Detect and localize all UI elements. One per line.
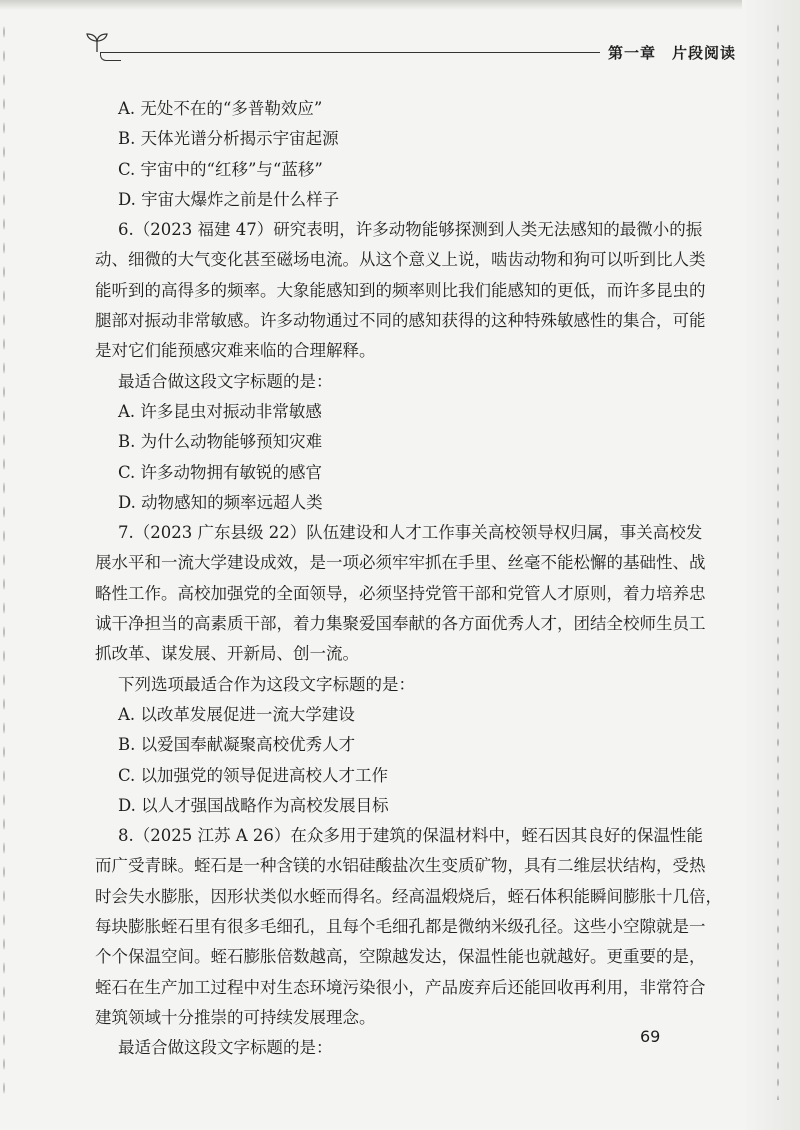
q8-text-line: 8.（2025 江苏 A 26）在众多用于建筑的保温材料中，蛭石因其良好的保温性能 xyxy=(118,826,703,846)
header-rule xyxy=(100,52,600,53)
scan-shadow-right xyxy=(742,0,800,1130)
q7-text-line: 诚干净担当的高素质干部，着力集聚爱国奉献的各方面优秀人才，团结全校师生员工 xyxy=(95,614,706,634)
q7-text-line: 略性工作。高校加强党的全面领导，必须坚持党管干部和党管人才原则，着力培养忠 xyxy=(95,583,706,603)
q6-text-line: 能听到的高得多的频率。大象能感知到的频率则比我们能感知的更低，而许多昆虫的 xyxy=(95,280,706,300)
q7-text-line: 抓改革、谋发展、开新局、创一流。 xyxy=(95,644,359,664)
q7-option-d: D. 以人才强国战略作为高校发展目标 xyxy=(118,795,389,815)
q5-option-c: C. 宇宙中的“红移”与“蓝移” xyxy=(118,159,323,179)
scan-shadow-top xyxy=(0,0,800,10)
q6-text-line: 腿部对振动非常敏感。许多动物通过不同的感知获得的这种特殊敏感性的集合，可能 xyxy=(95,311,706,331)
q6-option-d: D. 动物感知的频率远超人类 xyxy=(118,492,323,512)
q6-text-line: 是对它们能预感灾难来临的合理解释。 xyxy=(95,341,376,361)
q6-option-c: C. 许多动物拥有敏锐的感官 xyxy=(118,462,323,482)
q8-text-line: 建筑领域十分推崇的可持续发展理念。 xyxy=(95,1007,376,1027)
page-body xyxy=(95,94,722,1064)
q8-text-line: 每块膨胀蛭石里有很多毛细孔，且每个毛细孔都是微纳米级孔径。这些小空隙就是一 xyxy=(95,917,706,937)
q7-text-line: 7.（2023 广东县级 22）队伍建设和人才工作事关高校领导权归属，事关高校发 xyxy=(118,523,703,543)
page-number: 69 xyxy=(640,1027,661,1046)
q8-text-line: 个个保温空间。蛭石膨胀倍数越高，空隙越发达，保温性能也就越好。更重要的是， xyxy=(95,947,706,967)
q7-prompt: 下列选项最适合作为这段文字标题的是： xyxy=(118,674,415,694)
q6-text-line: 6.（2023 福建 47）研究表明，许多动物能够探测到人类无法感知的最微小的振 xyxy=(118,220,703,240)
q8-text-line: 而广受青睐。蛭石是一种含镁的水铝硅酸盐次生变质矿物，具有二维层状结构，受热 xyxy=(95,856,706,876)
binding-dots-left xyxy=(2,20,6,1100)
binding-dots-right xyxy=(776,20,780,1100)
q5-option-d: D. 宇宙大爆炸之前是什么样子 xyxy=(118,189,340,209)
q6-option-a: A. 许多昆虫对振动非常敏感 xyxy=(118,401,322,421)
page-header xyxy=(84,32,737,62)
chapter-title: 第一章 片段阅读 xyxy=(608,44,737,62)
q6-option-b: B. 为什么动物能够预知灾难 xyxy=(118,432,323,452)
header-rule-tail xyxy=(100,52,121,61)
q5-option-a: A. 无处不在的“多普勒效应” xyxy=(118,99,323,118)
q8-text-line: 蛭石在生产加工过程中对生态环境污染很小，产品废弃后还能回收再利用，非常符合 xyxy=(95,977,706,997)
q7-option-a: A. 以改革发展促进一流大学建设 xyxy=(118,704,355,724)
q6-prompt: 最适合做这段文字标题的是： xyxy=(118,371,333,391)
q8-text-line: 时会失水膨胀，因形状类似水蛭而得名。经高温煅烧后，蛭石体积能瞬间膨胀十几倍， xyxy=(95,886,722,906)
q8-prompt: 最适合做这段文字标题的是： xyxy=(118,1038,333,1058)
q7-text-line: 展水平和一流大学建设成效，是一项必须牢牢抓在手里、丝毫不能松懈的基础性、战 xyxy=(95,553,706,573)
q6-text-line: 动、细微的大气变化甚至磁场电流。从这个意义上说，啮齿动物和狗可以听到比人类 xyxy=(95,250,706,270)
q5-option-b: B. 天体光谱分析揭示宇宙起源 xyxy=(118,129,339,149)
q7-option-c: C. 以加强党的领导促进高校人才工作 xyxy=(118,765,389,785)
q7-option-b: B. 以爱国奉献凝聚高校优秀人才 xyxy=(118,735,356,755)
